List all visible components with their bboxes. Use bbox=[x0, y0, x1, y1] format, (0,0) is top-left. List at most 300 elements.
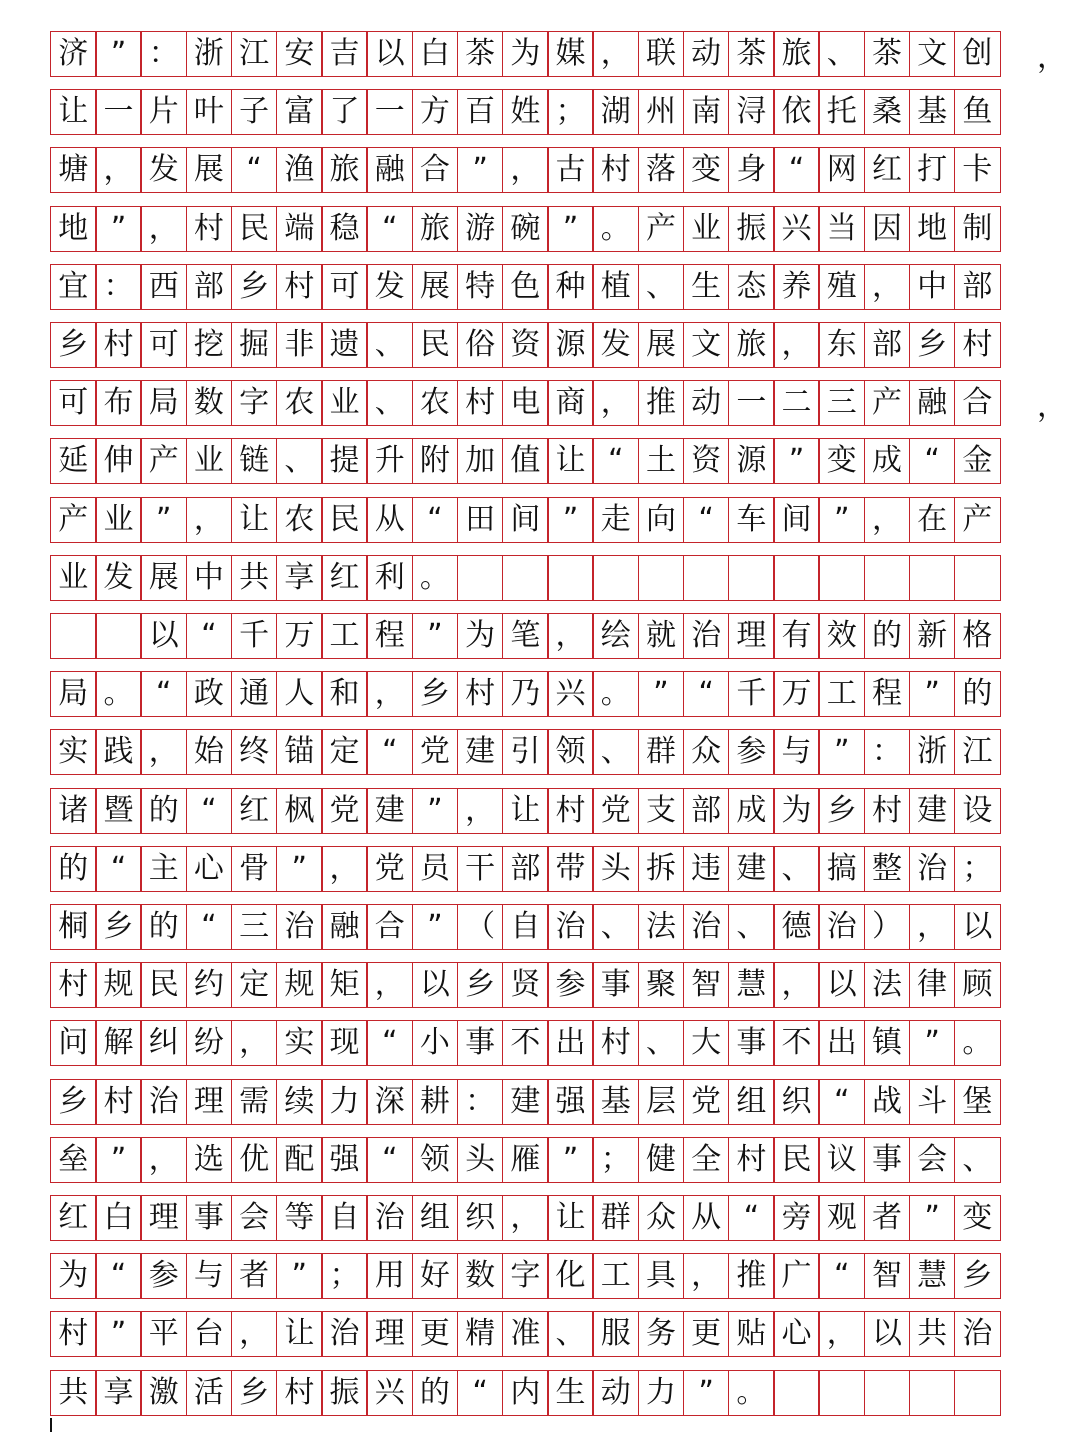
grid-cell: 二 bbox=[773, 380, 820, 426]
grid-cell: ， bbox=[547, 613, 594, 659]
grid-cell bbox=[50, 613, 97, 659]
grid-cell: 业 bbox=[683, 206, 730, 252]
grid-cell: 布 bbox=[95, 380, 142, 426]
grid-cell: 为 bbox=[50, 1253, 97, 1299]
grid-cell: 民 bbox=[231, 206, 278, 252]
grid-row bbox=[50, 613, 999, 659]
grid-cell bbox=[547, 555, 594, 601]
grid-cell: 就 bbox=[638, 613, 685, 659]
grid-cell: 让 bbox=[547, 438, 594, 484]
grid-cell: 。 bbox=[592, 206, 639, 252]
grid-cell: “ bbox=[95, 846, 142, 892]
grid-cell: 以 bbox=[864, 1311, 911, 1357]
grid-cell: 以 bbox=[954, 904, 1001, 950]
grid-cell: 程 bbox=[864, 671, 911, 717]
grid-cell: 产 bbox=[864, 380, 911, 426]
grid-cell: 展 bbox=[140, 555, 187, 601]
grid-cell: 会 bbox=[231, 1195, 278, 1241]
grid-cell: 俗 bbox=[457, 322, 504, 368]
grid-cell: 建 bbox=[728, 846, 775, 892]
grid-cell: 的 bbox=[140, 904, 187, 950]
grid-cell: 展 bbox=[638, 322, 685, 368]
grid-cell: 片 bbox=[140, 89, 187, 135]
grid-cell: 规 bbox=[276, 962, 323, 1008]
grid-cell: 垒 bbox=[50, 1137, 97, 1183]
grid-row bbox=[50, 497, 999, 543]
grid-cell: 茶 bbox=[864, 31, 911, 77]
grid-cell: 附 bbox=[412, 438, 459, 484]
grid-cell: 共 bbox=[231, 555, 278, 601]
grid-cell: 组 bbox=[412, 1195, 459, 1241]
grid-cell: ” bbox=[140, 497, 187, 543]
grid-cell: 治 bbox=[366, 1195, 413, 1241]
grid-cell: 、 bbox=[638, 1020, 685, 1066]
grid-cell: 乡 bbox=[818, 788, 865, 834]
grid-cell: ” bbox=[773, 438, 820, 484]
grid-cell: 事 bbox=[864, 1137, 911, 1183]
grid-cell: 网 bbox=[818, 147, 865, 193]
grid-row bbox=[50, 322, 999, 368]
grid-cell: 商 bbox=[547, 380, 594, 426]
grid-cell: “ bbox=[366, 1137, 413, 1183]
grid-cell: 现 bbox=[321, 1020, 368, 1066]
grid-cell: 发 bbox=[95, 555, 142, 601]
grid-cell: 村 bbox=[50, 962, 97, 1008]
grid-cell: 暨 bbox=[95, 788, 142, 834]
grid-cell: 聚 bbox=[638, 962, 685, 1008]
grid-cell: 走 bbox=[592, 497, 639, 543]
grid-cell: 战 bbox=[864, 1079, 911, 1125]
grid-cell: “ bbox=[457, 1370, 504, 1416]
grid-cell: 组 bbox=[728, 1079, 775, 1125]
grid-cell: 掘 bbox=[231, 322, 278, 368]
grid-cell: 定 bbox=[231, 962, 278, 1008]
grid-cell: 济 bbox=[50, 31, 97, 77]
grid-cell: 搞 bbox=[818, 846, 865, 892]
grid-cell: 问 bbox=[50, 1020, 97, 1066]
grid-cell: ； bbox=[592, 1137, 639, 1183]
grid-cell: 从 bbox=[366, 497, 413, 543]
grid-cell: ， bbox=[592, 380, 639, 426]
grid-row bbox=[50, 1370, 999, 1416]
grid-cell: 农 bbox=[276, 380, 323, 426]
grid-cell: 诸 bbox=[50, 788, 97, 834]
grid-cell: 加 bbox=[457, 438, 504, 484]
grid-cell: 顾 bbox=[954, 962, 1001, 1008]
grid-cell: 众 bbox=[683, 729, 730, 775]
grid-row bbox=[50, 962, 999, 1008]
grid-cell: ， bbox=[457, 788, 504, 834]
grid-cell: 源 bbox=[728, 438, 775, 484]
grid-cell: 融 bbox=[366, 147, 413, 193]
grid-cell: 业 bbox=[95, 497, 142, 543]
grid-cell: 通 bbox=[231, 671, 278, 717]
grid-cell: 合 bbox=[412, 147, 459, 193]
grid-cell: 茶 bbox=[728, 31, 775, 77]
grid-cell: 以 bbox=[818, 962, 865, 1008]
grid-cell: 政 bbox=[186, 671, 233, 717]
grid-cell: 解 bbox=[95, 1020, 142, 1066]
grid-cell: 兴 bbox=[547, 671, 594, 717]
grid-cell: 变 bbox=[818, 438, 865, 484]
grid-cell: 共 bbox=[909, 1311, 956, 1357]
grid-cell: 白 bbox=[95, 1195, 142, 1241]
grid-cell: 江 bbox=[231, 31, 278, 77]
grid-cell: 基 bbox=[592, 1079, 639, 1125]
grid-cell: 振 bbox=[728, 206, 775, 252]
grid-cell: 间 bbox=[773, 497, 820, 543]
grid-cell: 乃 bbox=[502, 671, 549, 717]
grid-cell: 展 bbox=[186, 147, 233, 193]
grid-cell: 层 bbox=[638, 1079, 685, 1125]
grid-cell: 小 bbox=[412, 1020, 459, 1066]
grid-cell: 贤 bbox=[502, 962, 549, 1008]
grid-cell: ” bbox=[818, 497, 865, 543]
grid-cell: ” bbox=[547, 1137, 594, 1183]
grid-cell: 地 bbox=[909, 206, 956, 252]
grid-row bbox=[50, 264, 999, 310]
grid-cell: 字 bbox=[231, 380, 278, 426]
grid-cell: ， bbox=[773, 962, 820, 1008]
grid-cell: 湖 bbox=[592, 89, 639, 135]
grid-row bbox=[50, 1137, 999, 1183]
grid-cell: 姓 bbox=[502, 89, 549, 135]
grid-cell: 旁 bbox=[773, 1195, 820, 1241]
grid-cell bbox=[909, 1370, 956, 1416]
grid-cell: 部 bbox=[186, 264, 233, 310]
grid-cell: 融 bbox=[321, 904, 368, 950]
grid-cell: 植 bbox=[592, 264, 639, 310]
grid-cell bbox=[728, 555, 775, 601]
grid-cell: 推 bbox=[638, 380, 685, 426]
grid-cell bbox=[909, 555, 956, 601]
grid-cell: 动 bbox=[683, 31, 730, 77]
grid-cell: 发 bbox=[592, 322, 639, 368]
grid-cell: 一 bbox=[95, 89, 142, 135]
grid-cell: 平 bbox=[140, 1311, 187, 1357]
grid-cell: 村 bbox=[95, 1079, 142, 1125]
grid-cell: 基 bbox=[909, 89, 956, 135]
grid-cell: 。 bbox=[412, 555, 459, 601]
grid-cell: 村 bbox=[457, 380, 504, 426]
grid-cell: 民 bbox=[321, 497, 368, 543]
grid-cell: ， bbox=[186, 497, 233, 543]
grid-cell: 建 bbox=[909, 788, 956, 834]
grid-cell: 格 bbox=[954, 613, 1001, 659]
grid-cell: 出 bbox=[818, 1020, 865, 1066]
grid-cell: 违 bbox=[683, 846, 730, 892]
grid-cell: 塘 bbox=[50, 147, 97, 193]
grid-cell: 选 bbox=[186, 1137, 233, 1183]
grid-cell: 村 bbox=[95, 322, 142, 368]
grid-cell: 展 bbox=[412, 264, 459, 310]
grid-cell: “ bbox=[231, 147, 278, 193]
grid-cell: 合 bbox=[366, 904, 413, 950]
grid-cell: 养 bbox=[773, 264, 820, 310]
grid-cell: ， bbox=[592, 31, 639, 77]
grid-cell: 设 bbox=[954, 788, 1001, 834]
grid-cell: 伸 bbox=[95, 438, 142, 484]
grid-cell: ， bbox=[818, 1311, 865, 1357]
grid-cell: 优 bbox=[231, 1137, 278, 1183]
grid-cell: 治 bbox=[818, 904, 865, 950]
grid-cell: 让 bbox=[231, 497, 278, 543]
grid-cell: 间 bbox=[502, 497, 549, 543]
grid-cell: 叶 bbox=[186, 89, 233, 135]
grid-cell: 心 bbox=[773, 1311, 820, 1357]
grid-cell: 续 bbox=[276, 1079, 323, 1125]
grid-cell: 为 bbox=[457, 613, 504, 659]
grid-cell: 自 bbox=[321, 1195, 368, 1241]
grid-cell: 程 bbox=[366, 613, 413, 659]
grid-cell: 的 bbox=[50, 846, 97, 892]
grid-cell: 头 bbox=[457, 1137, 504, 1183]
grid-cell: 群 bbox=[592, 1195, 639, 1241]
grid-cell: 党 bbox=[366, 846, 413, 892]
grid-cell: 治 bbox=[321, 1311, 368, 1357]
grid-cell: 制 bbox=[954, 206, 1001, 252]
grid-cell: 落 bbox=[638, 147, 685, 193]
grid-cell: ” bbox=[276, 1253, 323, 1299]
grid-cell: 安 bbox=[276, 31, 323, 77]
grid-cell: “ bbox=[412, 497, 459, 543]
grid-cell: 为 bbox=[773, 788, 820, 834]
grid-cell: 乡 bbox=[95, 904, 142, 950]
grid-cell: 融 bbox=[909, 380, 956, 426]
grid-cell: ， bbox=[231, 1311, 278, 1357]
grid-cell: 广 bbox=[773, 1253, 820, 1299]
grid-cell: 乡 bbox=[909, 322, 956, 368]
grid-cell: 资 bbox=[502, 322, 549, 368]
grid-cell: 为 bbox=[502, 31, 549, 77]
grid-cell: 约 bbox=[186, 962, 233, 1008]
grid-row bbox=[50, 438, 999, 484]
grid-cell: 产 bbox=[50, 497, 97, 543]
grid-cell: 产 bbox=[954, 497, 1001, 543]
grid-cell: 全 bbox=[683, 1137, 730, 1183]
grid-cell: 需 bbox=[231, 1079, 278, 1125]
grid-cell: 更 bbox=[412, 1311, 459, 1357]
grid-cell: 乡 bbox=[231, 1370, 278, 1416]
grid-cell: 红 bbox=[864, 147, 911, 193]
grid-cell: 健 bbox=[638, 1137, 685, 1183]
grid-cell: 镇 bbox=[864, 1020, 911, 1066]
grid-cell: ” bbox=[547, 206, 594, 252]
grid-cell: 新 bbox=[909, 613, 956, 659]
grid-cell: 鱼 bbox=[954, 89, 1001, 135]
grid-cell: 、 bbox=[547, 1311, 594, 1357]
grid-cell bbox=[954, 1370, 1001, 1416]
grid-cell: 遗 bbox=[321, 322, 368, 368]
grid-cell: 百 bbox=[457, 89, 504, 135]
grid-cell: “ bbox=[366, 206, 413, 252]
grid-cell: 自 bbox=[502, 904, 549, 950]
grid-cell: 殖 bbox=[818, 264, 865, 310]
grid-cell: 乡 bbox=[412, 671, 459, 717]
grid-cell: 媒 bbox=[547, 31, 594, 77]
grid-cell: 产 bbox=[140, 438, 187, 484]
grid-cell: 精 bbox=[457, 1311, 504, 1357]
grid-cell: 慧 bbox=[909, 1253, 956, 1299]
grid-cell: 浔 bbox=[728, 89, 775, 135]
grid-cell: ： bbox=[140, 31, 187, 77]
grid-cell: 延 bbox=[50, 438, 97, 484]
grid-cell: “ bbox=[818, 1079, 865, 1125]
grid-cell: 律 bbox=[909, 962, 956, 1008]
grid-cell: 一 bbox=[728, 380, 775, 426]
grid-cell: 法 bbox=[864, 962, 911, 1008]
grid-cell: 内 bbox=[502, 1370, 549, 1416]
grid-cell: 源 bbox=[547, 322, 594, 368]
grid-cell bbox=[864, 1370, 911, 1416]
grid-cell: 锚 bbox=[276, 729, 323, 775]
grid-cell: 治 bbox=[547, 904, 594, 950]
grid-cell: ， bbox=[366, 671, 413, 717]
grid-cell: 民 bbox=[412, 322, 459, 368]
grid-cell: 让 bbox=[276, 1311, 323, 1357]
grid-cell: 三 bbox=[231, 904, 278, 950]
grid-cell: 不 bbox=[502, 1020, 549, 1066]
grid-cell: ， bbox=[321, 846, 368, 892]
grid-cell: 带 bbox=[547, 846, 594, 892]
grid-cell: 民 bbox=[773, 1137, 820, 1183]
grid-cell: ： bbox=[457, 1079, 504, 1125]
grid-cell bbox=[683, 555, 730, 601]
grid-cell: 旅 bbox=[728, 322, 775, 368]
grid-cell: ” bbox=[909, 671, 956, 717]
grid-cell: 出 bbox=[547, 1020, 594, 1066]
grid-cell: 浙 bbox=[186, 31, 233, 77]
grid-cell: 建 bbox=[502, 1079, 549, 1125]
grid-cell: 织 bbox=[457, 1195, 504, 1241]
grid-cell: 共 bbox=[50, 1370, 97, 1416]
grid-cell: ” bbox=[412, 613, 459, 659]
margin-punctuation: ， bbox=[1037, 389, 1067, 425]
grid-cell: 三 bbox=[818, 380, 865, 426]
grid-cell: 村 bbox=[276, 264, 323, 310]
grid-cell: 与 bbox=[773, 729, 820, 775]
grid-cell: 可 bbox=[321, 264, 368, 310]
grid-cell: 干 bbox=[457, 846, 504, 892]
grid-cell: 理 bbox=[728, 613, 775, 659]
grid-cell: 成 bbox=[728, 788, 775, 834]
grid-row bbox=[50, 1195, 999, 1241]
grid-cell: 态 bbox=[728, 264, 775, 310]
grid-cell: 动 bbox=[683, 380, 730, 426]
grid-cell: 、 bbox=[592, 904, 639, 950]
grid-cell: 浙 bbox=[909, 729, 956, 775]
grid-cell: 配 bbox=[276, 1137, 323, 1183]
grid-cell: 部 bbox=[502, 846, 549, 892]
grid-cell: 南 bbox=[683, 89, 730, 135]
grid-cell: 纷 bbox=[186, 1020, 233, 1066]
grid-cell: 在 bbox=[909, 497, 956, 543]
grid-cell: 电 bbox=[502, 380, 549, 426]
grid-cell: ） bbox=[864, 904, 911, 950]
grid-cell: 、 bbox=[366, 322, 413, 368]
grid-cell: 人 bbox=[276, 671, 323, 717]
grid-cell: ； bbox=[954, 846, 1001, 892]
grid-cell: 参 bbox=[728, 729, 775, 775]
grid-cell: 更 bbox=[683, 1311, 730, 1357]
grid-cell: 业 bbox=[186, 438, 233, 484]
grid-cell: 党 bbox=[683, 1079, 730, 1125]
grid-cell: 推 bbox=[728, 1253, 775, 1299]
grid-row bbox=[50, 555, 999, 601]
grid-cell: ， bbox=[140, 1137, 187, 1183]
grid-cell: 、 bbox=[728, 904, 775, 950]
grid-cell bbox=[864, 555, 911, 601]
grid-row bbox=[50, 89, 999, 135]
grid-cell: 雁 bbox=[502, 1137, 549, 1183]
grid-cell: 村 bbox=[864, 788, 911, 834]
grid-cell: 金 bbox=[954, 438, 1001, 484]
grid-cell: “ bbox=[95, 1253, 142, 1299]
grid-cell: “ bbox=[186, 613, 233, 659]
grid-cell: 领 bbox=[547, 729, 594, 775]
grid-cell bbox=[592, 555, 639, 601]
grid-cell: ， bbox=[909, 904, 956, 950]
grid-cell: 数 bbox=[457, 1253, 504, 1299]
grid-cell: 村 bbox=[954, 322, 1001, 368]
grid-cell: 践 bbox=[95, 729, 142, 775]
grid-cell: 有 bbox=[773, 613, 820, 659]
grid-cell: 因 bbox=[864, 206, 911, 252]
grid-cell: 可 bbox=[50, 380, 97, 426]
grid-cell: ， bbox=[502, 147, 549, 193]
grid-cell: 建 bbox=[457, 729, 504, 775]
grid-cell: ” bbox=[276, 846, 323, 892]
grid-cell: ” bbox=[547, 497, 594, 543]
grid-cell: 享 bbox=[276, 555, 323, 601]
grid-cell bbox=[95, 613, 142, 659]
grid-cell: 力 bbox=[321, 1079, 368, 1125]
grid-cell: （ bbox=[457, 904, 504, 950]
grid-cell: 旅 bbox=[412, 206, 459, 252]
grid-cell: 观 bbox=[818, 1195, 865, 1241]
grid-cell: 子 bbox=[231, 89, 278, 135]
grid-cell: 党 bbox=[592, 788, 639, 834]
grid-cell: 德 bbox=[773, 904, 820, 950]
grid-cell bbox=[457, 555, 504, 601]
grid-cell: 游 bbox=[457, 206, 504, 252]
grid-cell: 纠 bbox=[140, 1020, 187, 1066]
grid-cell: 古 bbox=[547, 147, 594, 193]
grid-cell: 生 bbox=[547, 1370, 594, 1416]
grid-cell: 服 bbox=[592, 1311, 639, 1357]
grid-cell: 众 bbox=[638, 1195, 685, 1241]
grid-cell: 托 bbox=[818, 89, 865, 135]
grid-cell: 事 bbox=[592, 962, 639, 1008]
grid-cell: 车 bbox=[728, 497, 775, 543]
grid-cell: 向 bbox=[638, 497, 685, 543]
grid-cell: ” bbox=[818, 729, 865, 775]
grid-cell: 堡 bbox=[954, 1079, 1001, 1125]
grid-cell: 、 bbox=[592, 729, 639, 775]
grid-cell: 变 bbox=[683, 147, 730, 193]
grid-cell: ” bbox=[95, 206, 142, 252]
grid-cell: ， bbox=[140, 729, 187, 775]
grid-cell: 村 bbox=[457, 671, 504, 717]
grid-cell: 文 bbox=[909, 31, 956, 77]
grid-cell: 身 bbox=[728, 147, 775, 193]
grid-cell: 升 bbox=[366, 438, 413, 484]
grid-cell: “ bbox=[728, 1195, 775, 1241]
grid-cell: ： bbox=[95, 264, 142, 310]
grid-cell: 桑 bbox=[864, 89, 911, 135]
grid-cell: 稳 bbox=[321, 206, 368, 252]
grid-cell bbox=[954, 555, 1001, 601]
